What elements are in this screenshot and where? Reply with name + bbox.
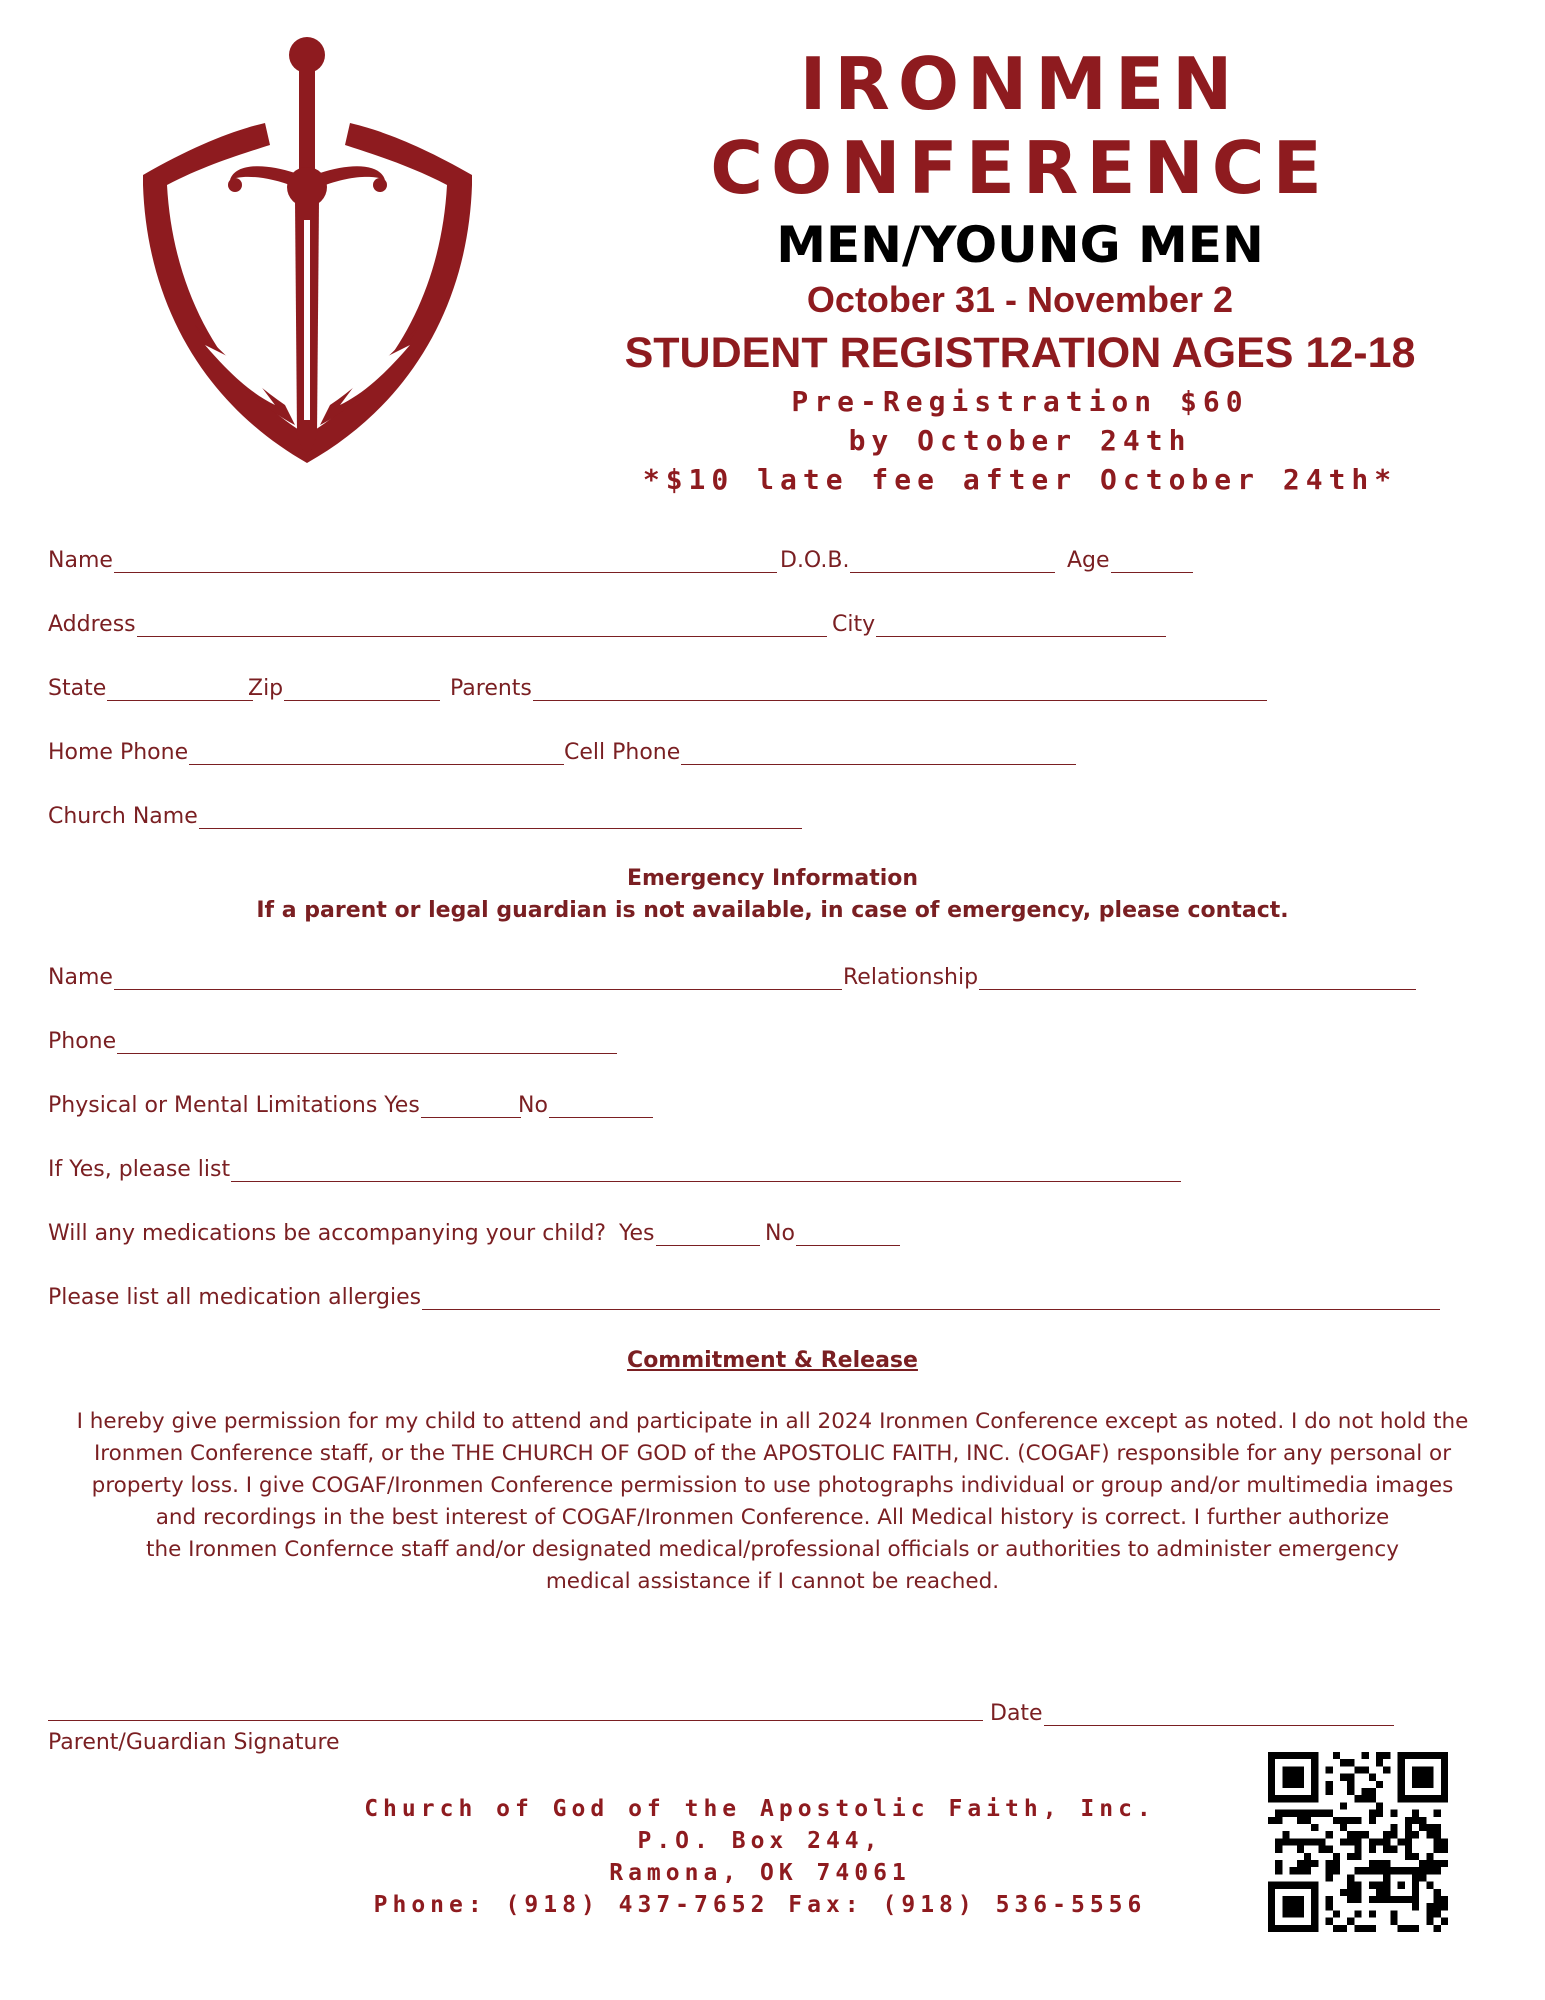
name-label: Name [48,548,113,573]
limitations-yes-field[interactable] [48,1088,521,1118]
footer-org: Church of God of the Apostolic Faith, Inc. [364,1796,1156,1822]
emergency-phone-label: Phone [48,1029,117,1054]
footer-contact: Phone: (918) 437-7652 Fax: (918) 536-5556 [373,1892,1147,1918]
dob-label: D.O.B. [780,548,850,573]
state-label: State [48,676,107,701]
emergency-note: If a parent or legal guardian is not available, in case of emergency, please contact. [256,898,1289,923]
release-line: medical assistance if I cannot be reached. [545,1569,1000,1594]
medications-yes-label: Yes [619,1221,655,1246]
allergies-field[interactable] [48,1280,1440,1310]
medications-question [48,1216,606,1246]
medications-label: Will any medications be accompanying your child? [48,1221,607,1246]
subtitle: MEN/YOUNG MEN [776,216,1264,274]
if-yes-field[interactable] [48,1152,1181,1182]
emergency-phone-field[interactable] [48,1024,617,1054]
row-name [48,543,1497,577]
name-field[interactable] [48,543,777,573]
release-line: Ironmen Conference staff, or the THE CHURCH OF GOD of the APOSTOLIC FAITH, INC. (COGAF) responsible for any personal or [93,1441,1452,1466]
event-dates: October 31 - November 2 [806,279,1234,320]
emergency-name-field[interactable] [48,960,842,990]
row-limitations [48,1088,1497,1122]
zip-field[interactable] [248,671,440,701]
home-phone-label: Home Phone [48,740,189,765]
date-label: Date [990,1701,1043,1726]
row-address [48,607,1497,641]
price-line-1: Pre-Registration $60 [791,385,1249,418]
address-label: Address [48,612,136,637]
release-line: property loss. I give COGAF/Ironmen Conference permission to use photographs individual or group and/or multimedia images [91,1473,1454,1498]
medications-no-label: No [765,1221,795,1246]
medications-no-field[interactable] [765,1216,900,1246]
release-paragraph [60,1406,1485,1598]
church-label: Church Name [48,804,198,829]
late-fee-note: *$10 late fee after October 24th* [642,463,1398,496]
row-emergency-phone [48,1024,1497,1058]
footer-po-box: P.O. Box 244, [637,1828,883,1854]
release-heading: Commitment & Release [627,1348,918,1373]
price-line-2: by October 24th [848,424,1192,457]
emergency-heading: Emergency Information [626,866,919,891]
if-yes-label: If Yes, please list [48,1157,231,1182]
home-phone-field[interactable] [48,735,564,765]
city-label: City [832,612,876,637]
qr-code-icon[interactable] [1268,1752,1448,1932]
registration-heading: STUDENT REGISTRATION AGES 12-18 [624,329,1416,377]
parents-field[interactable] [450,671,1267,701]
row-if-yes [48,1152,1497,1186]
limitations-no-field[interactable] [518,1088,653,1118]
city-field[interactable] [832,607,1166,637]
row-emergency-name [48,960,1497,994]
signature-line[interactable] [48,1720,983,1721]
age-label: Age [1067,548,1110,573]
row-allergies [48,1280,1497,1314]
row-phones [48,735,1497,769]
release-line: the Ironmen Confernce staff and/or designated medical/professional officials or authorities to administer emergency [146,1537,1399,1562]
relationship-field[interactable] [843,960,1416,990]
parents-label: Parents [450,676,532,701]
zip-label: Zip [248,676,284,701]
church-field[interactable] [48,799,802,829]
address-field[interactable] [48,607,827,637]
dob-field[interactable] [780,543,1055,573]
medications-yes-field[interactable] [619,1216,760,1246]
age-field[interactable] [1067,543,1193,573]
footer-city: Ramona, OK 74061 [609,1860,911,1886]
row-state [48,671,1497,705]
title-line-2: CONFERENCE [710,126,1330,210]
row-medications [48,1216,1497,1250]
emergency-name-label: Name [48,965,113,990]
cell-phone-field[interactable] [564,735,1076,765]
title-line-1: IRONMEN [799,42,1241,126]
cell-phone-label: Cell Phone [564,740,681,765]
allergies-label: Please list all medication allergies [48,1285,422,1310]
shield-sword-logo-icon [135,35,480,475]
limitations-label: Physical or Mental Limitations Yes [48,1093,420,1118]
release-line: and recordings in the best interest of COGAF/Ironmen Conference. All Medical history is correct. I further authorize [155,1505,1390,1530]
row-church [48,799,1497,833]
state-field[interactable] [48,671,253,701]
signature-label: Parent/Guardian Signature [48,1730,340,1755]
relationship-label: Relationship [843,965,979,990]
limitations-no-label: No [518,1093,548,1118]
release-line: I hereby give permission for my child to attend and participate in all 2024 Ironmen Conference except as noted. I do not hold the [76,1409,1469,1434]
